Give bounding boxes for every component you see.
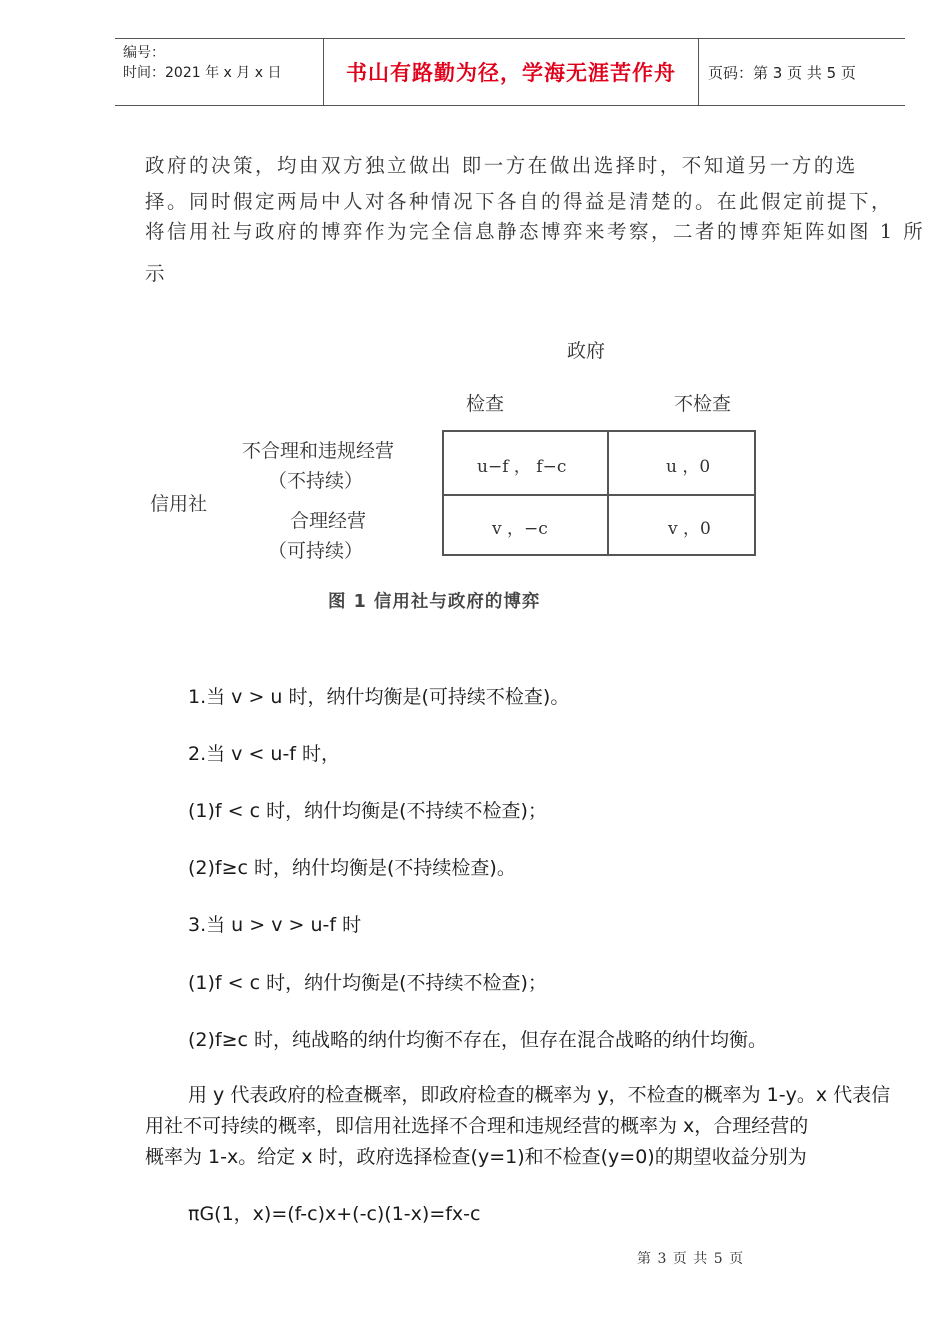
figure-caption: 图 1 信用社与政府的博弈 xyxy=(328,592,541,612)
header-motto: 书山有路勤为径，学海无涯苦作舟 xyxy=(323,39,699,105)
figure-player-credit-union: 信用社 xyxy=(150,493,208,515)
payoff-formula: πG(1，x)=(f-c)x+(-c)(1-x)=fx-c xyxy=(188,1203,481,1225)
document-time-label: 时间：2021 年 x 月 x 日 xyxy=(123,65,282,81)
page-header xyxy=(115,38,905,106)
result-item: (1)f < c 时，纳什均衡是(不持续不检查)； xyxy=(188,972,547,994)
page-footer: 第 3 页 共 5 页 xyxy=(637,1251,744,1267)
result-item: (1)f < c 时，纳什均衡是(不持续不检查)； xyxy=(188,800,547,822)
result-item: (2)f≥c 时，纯战略的纳什均衡不存在，但存在混合战略的纳什均衡。 xyxy=(188,1029,768,1051)
figure-row-label-sustainable: 合理经营 xyxy=(290,510,367,532)
result-item: 1.当 v > u 时，纳什均衡是(可持续不检查)。 xyxy=(188,686,570,708)
figure-player-government: 政府 xyxy=(567,340,606,362)
intro-line: 政府的决策，均由双方独立做出 即一方在做出选择时，不知道另一方的选 xyxy=(145,154,858,177)
intro-line: 将信用社与政府的博弈作为完全信息静态博弈来考察，二者的博弈矩阵如图 1 所 xyxy=(145,220,926,243)
intro-line: 择。同时假定两局中人对各种情况下各自的得益是清楚的。在此假定前提下， xyxy=(145,190,894,213)
document-number-label: 编号： xyxy=(123,45,165,61)
intro-line: 示 xyxy=(145,262,168,285)
header-meta xyxy=(115,39,323,105)
intro-paragraph xyxy=(145,150,926,286)
figure-col-header-no-check: 不检查 xyxy=(674,393,732,415)
figure-row-sublabel-unsustainable: （不持续） xyxy=(268,470,364,492)
probability-line: 概率为 1-x。给定 x 时，政府选择检查(y=1)和不检查(y=0)的期望收益分别为 xyxy=(145,1146,807,1168)
probability-paragraph xyxy=(145,1080,891,1173)
payoff-cell: u−f ， f−c xyxy=(477,457,567,477)
payoff-cell: v ，0 xyxy=(668,519,711,539)
matrix-horizontal-divider xyxy=(444,494,754,496)
payoff-matrix xyxy=(442,430,756,556)
header-page-number: 页码：第 3 页 共 5 页 xyxy=(708,63,856,82)
figure-row-sublabel-sustainable: （可持续） xyxy=(268,540,364,562)
matrix-vertical-divider xyxy=(607,432,609,554)
probability-line: 用 y 代表政府的检查概率，即政府检查的概率为 y，不检查的概率为 1-y。x 代表信 xyxy=(188,1084,891,1106)
result-item: 3.当 u > v > u-f 时 xyxy=(188,914,362,936)
probability-line: 用社不可持续的概率，即信用社选择不合理和违规经营的概率为 x，合理经营的 xyxy=(145,1115,809,1137)
result-item: 2.当 v < u-f 时， xyxy=(188,743,341,765)
payoff-cell: u ，0 xyxy=(666,457,711,477)
figure-row-label-unsustainable: 不合理和违规经营 xyxy=(242,440,395,462)
result-item: (2)f≥c 时，纳什均衡是(不持续检查)。 xyxy=(188,857,516,879)
figure-col-header-check: 检查 xyxy=(466,393,505,415)
payoff-cell: v ，−c xyxy=(492,519,548,539)
